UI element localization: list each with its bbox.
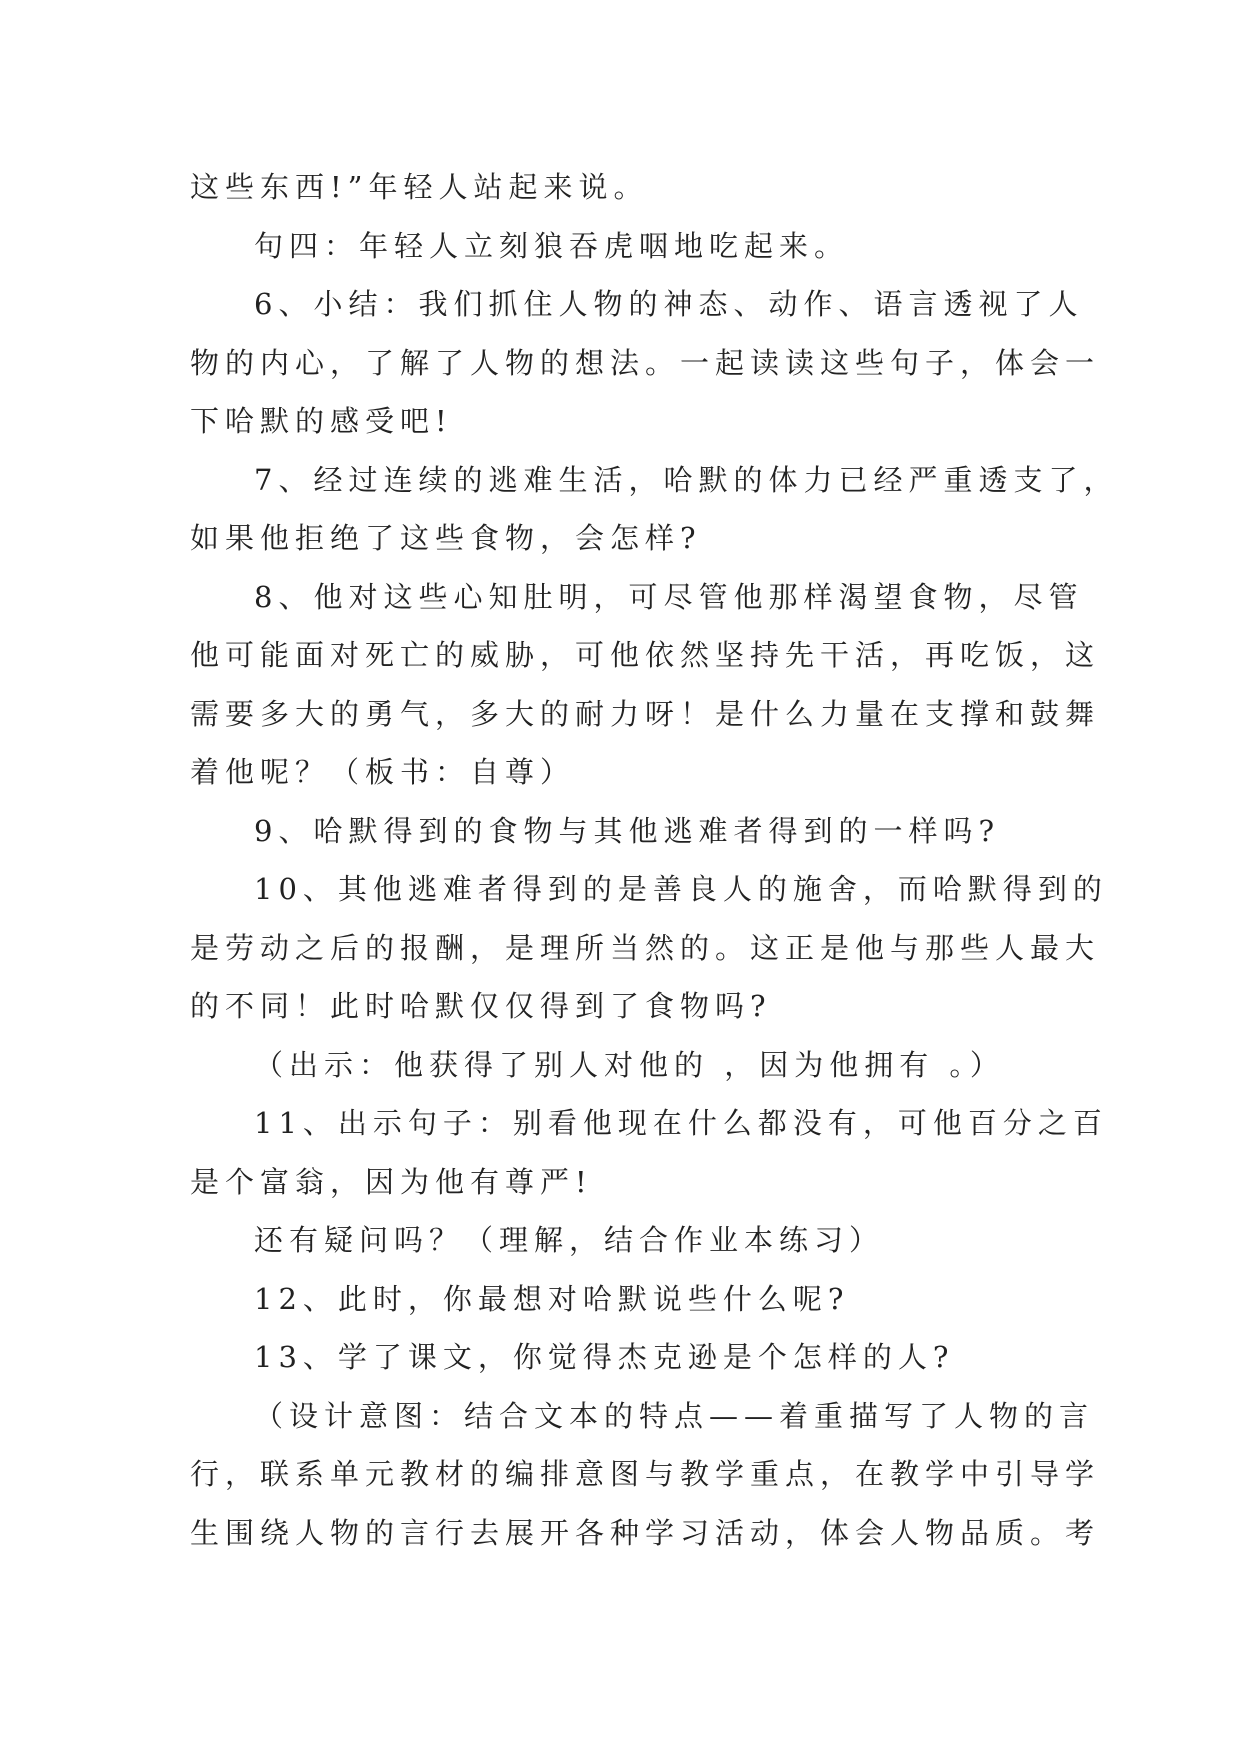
text-line: 是个富翁，因为他有尊严! bbox=[190, 1164, 593, 1199]
text-line: 的不同！此时哈默仅仅得到了食物吗? bbox=[190, 989, 772, 1023]
text-line: 还有疑问吗？（理解，结合作业本练习） bbox=[254, 1223, 885, 1257]
text-line: 8、他对这些心知肚明，可尽管他那样渴望食物，尽管 bbox=[254, 579, 1084, 614]
text-line: 这些东西!”年轻人站起来说。 bbox=[190, 170, 649, 204]
text-line: 生围绕人物的言行去展开各种学习活动，体会人物品质。考 bbox=[190, 1515, 1101, 1550]
text-line: 他可能面对死亡的威胁，可他依然坚持先干活，再吃饭，这 bbox=[190, 638, 1101, 672]
text-line: 9、哈默得到的食物与其他逃难者得到的一样吗? bbox=[254, 813, 1000, 848]
text-line: 需要多大的勇气，多大的耐力呀！是什么力量在支撑和鼓舞 bbox=[190, 696, 1101, 731]
text-line: 下哈默的感受吧! bbox=[190, 404, 453, 438]
text-line: （出示：他获得了别人对他的 ，因为他拥有 。） bbox=[254, 1047, 1005, 1082]
text-line: 12、此时，你最想对哈默说些什么呢? bbox=[254, 1281, 850, 1316]
text-line: 6、小结：我们抓住人物的神态、动作、语言透视了人 bbox=[254, 287, 1084, 321]
document-body bbox=[190, 158, 1119, 1562]
text-line: 着他呢？（板书：自尊） bbox=[190, 755, 576, 789]
text-line: 10、其他逃难者得到的是善良人的施舍，而哈默得到的 bbox=[254, 872, 1108, 906]
text-line: 行，联系单元教材的编排意图与教学重点，在教学中引导学 bbox=[190, 1457, 1101, 1491]
text-line: 句四：年轻人立刻狼吞虎咽地吃起来。 bbox=[254, 228, 850, 263]
text-line: 是劳动之后的报酬，是理所当然的。这正是他与那些人最大 bbox=[190, 930, 1101, 965]
text-line: 11、出示句子：别看他现在什么都没有，可他百分之百 bbox=[254, 1106, 1108, 1140]
text-line: 物的内心，了解了人物的想法。一起读读这些句子，体会一 bbox=[190, 345, 1101, 380]
text-line: 7、经过连续的逃难生活，哈默的体力已经严重透支了， bbox=[254, 462, 1119, 497]
text-line: 如果他拒绝了这些食物，会怎样? bbox=[190, 521, 702, 555]
text-line: 13、学了课文，你觉得杰克逊是个怎样的人? bbox=[254, 1340, 955, 1374]
text-line: （设计意图：结合文本的特点——着重描写了人物的言 bbox=[254, 1398, 1095, 1433]
